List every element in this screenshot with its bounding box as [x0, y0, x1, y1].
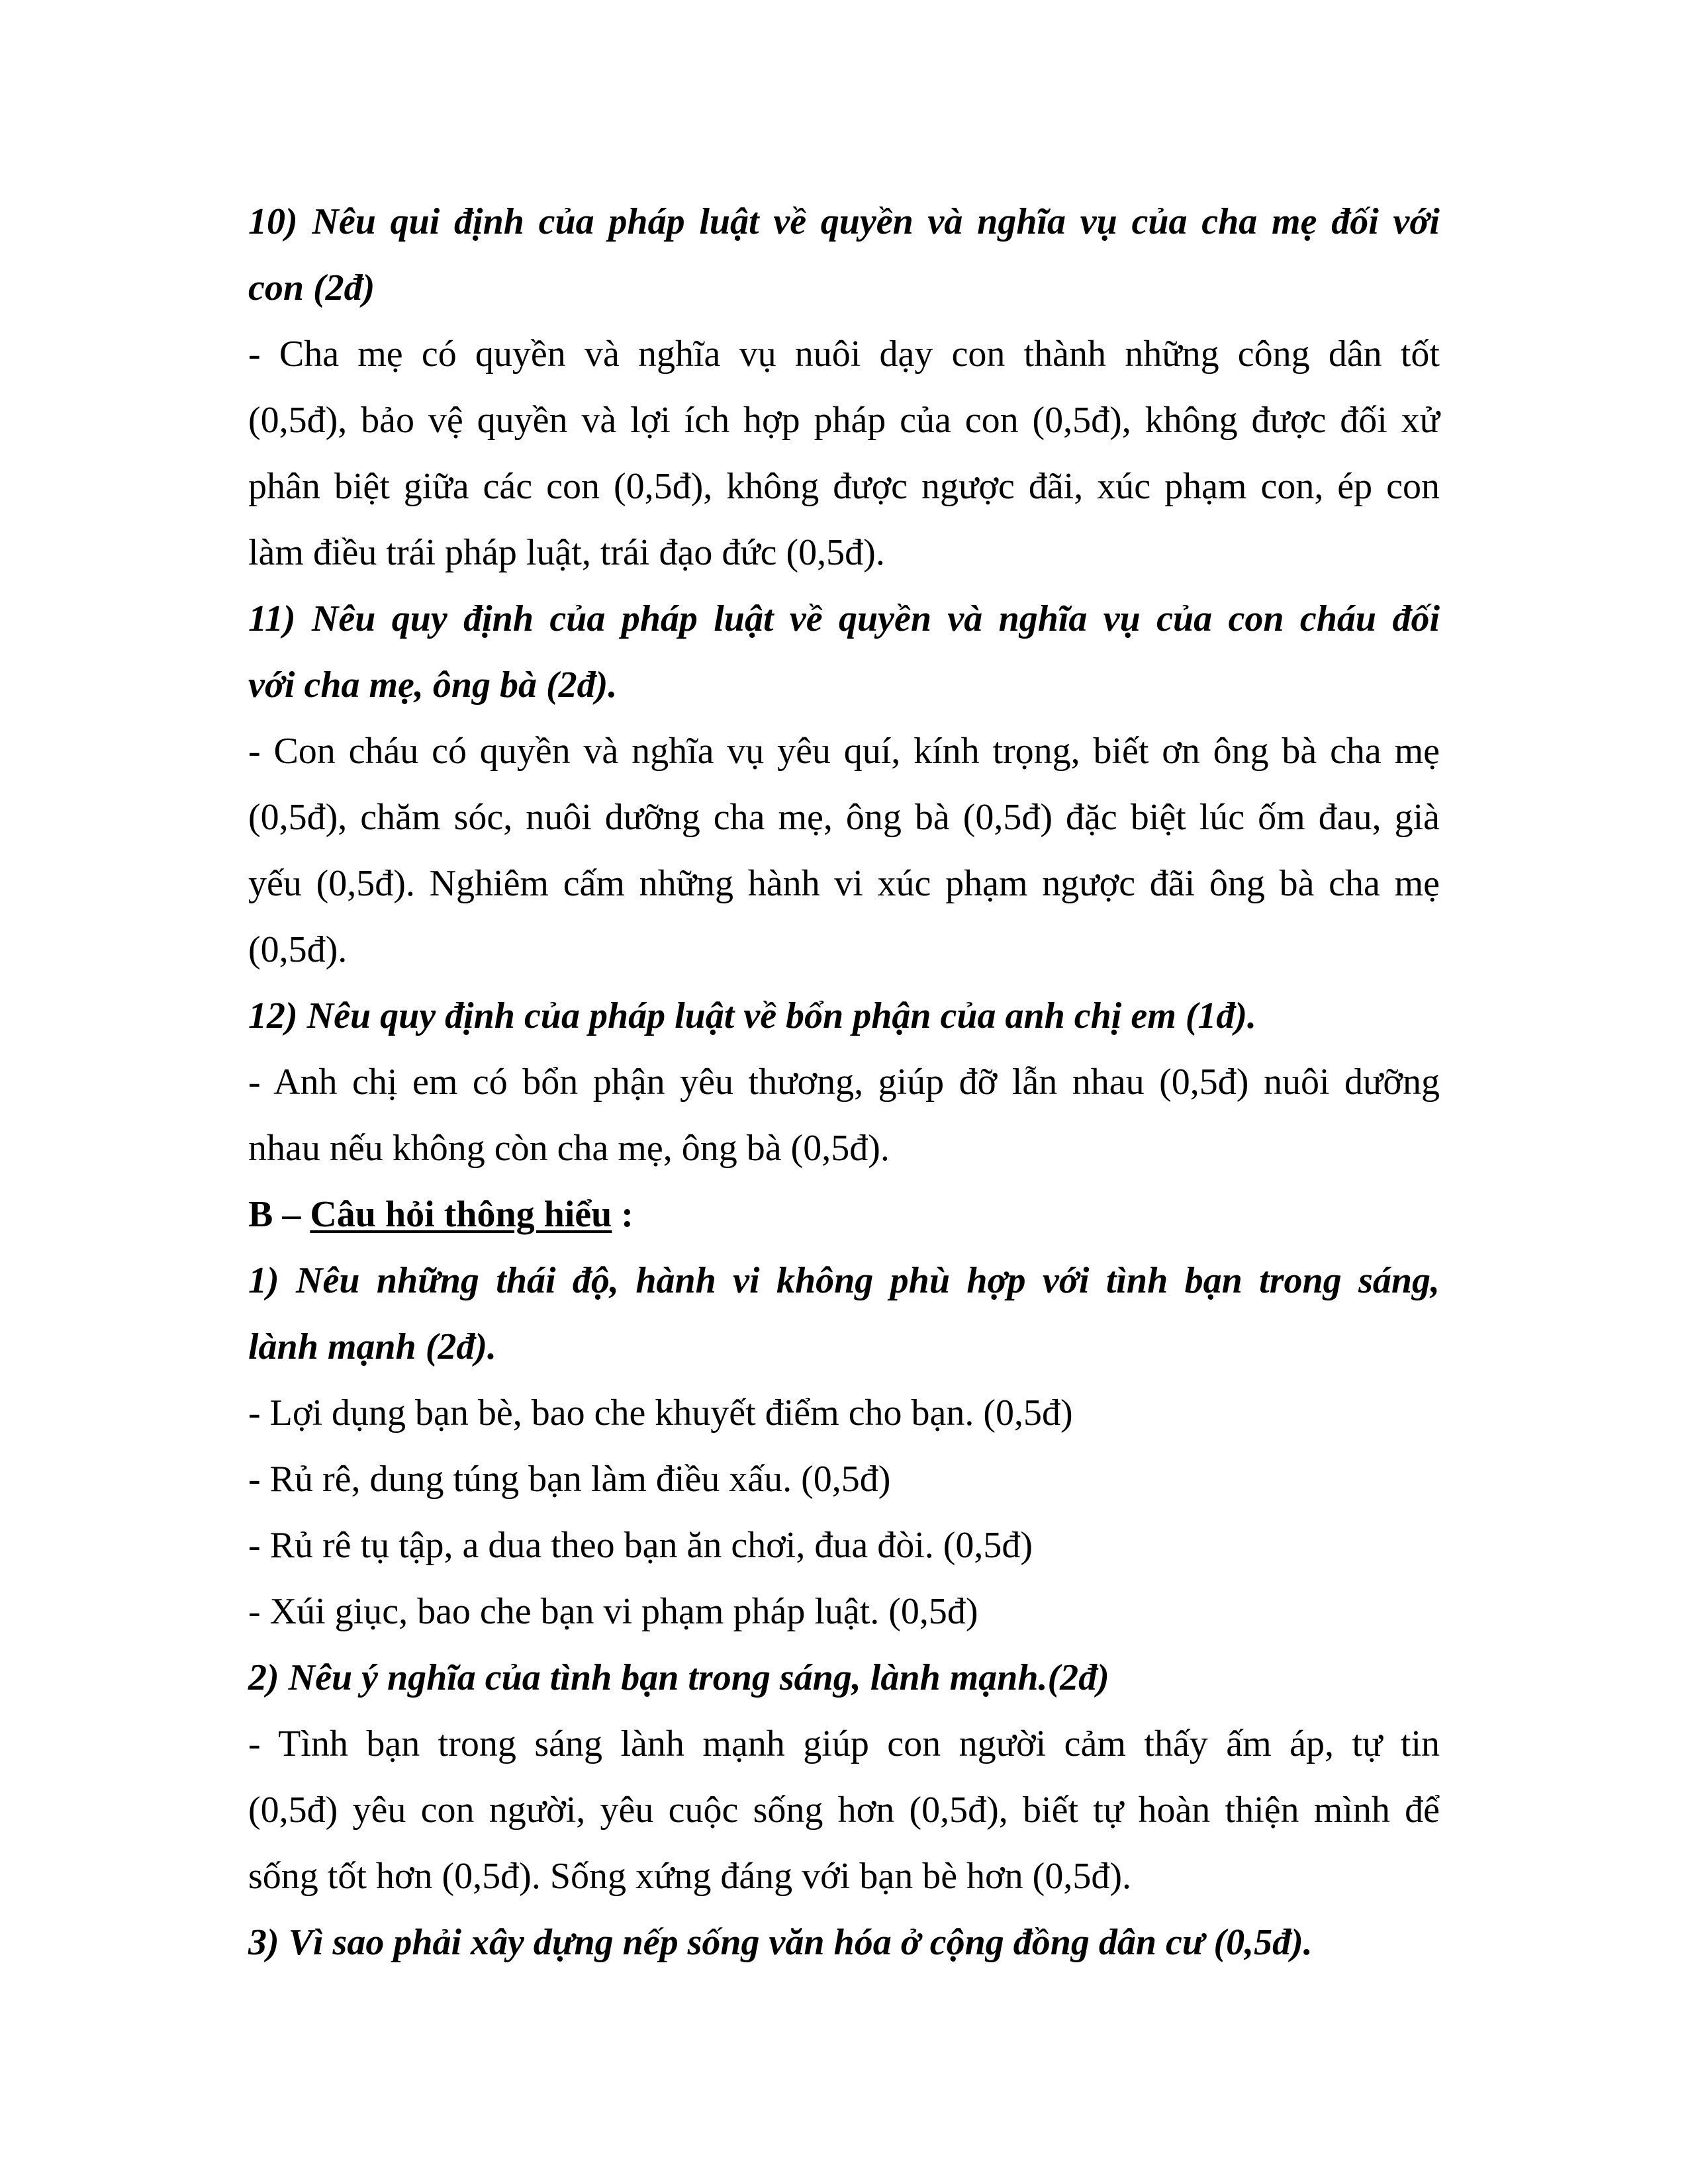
question-11-answer-line: (0,5đ). — [248, 929, 348, 970]
section-b-suffix: : — [612, 1194, 633, 1235]
question-11-title-line-2: với cha mẹ, ông bà (2đ). — [248, 664, 618, 705]
section-b-question-2-title: 2) Nêu ý nghĩa của tình bạn trong sáng, lành mạnh.(2đ) — [248, 1657, 1109, 1698]
question-10-answer-line: (0,5đ), bảo vệ quyền và lợi ích hợp pháp của con (0,5đ), không được đối xử — [248, 400, 1440, 441]
section-b-question-2-answer-line: (0,5đ) yêu con người, yêu cuộc sống hơn (0,5đ), biết tự hoàn thiện mình để — [248, 1790, 1440, 1831]
question-11-answer-line: - Con cháu có quyền và nghĩa vụ yêu quí, kính trọng, biết ơn ông bà cha mẹ — [248, 731, 1440, 772]
section-b-question-2-answer-line: sống tốt hơn (0,5đ). Sống xứng đáng với bạn bè hơn (0,5đ). — [248, 1856, 1131, 1897]
section-b-question-1-answer-item: - Lợi dụng bạn bè, bao che khuyết điểm cho bạn. (0,5đ) — [248, 1392, 1073, 1433]
question-10-answer-line: - Cha mẹ có quyền và nghĩa vụ nuôi dạy con thành những công dân tốt — [248, 334, 1440, 375]
section-b-question-1-answer-item: - Rủ rê, dung túng bạn làm điều xấu. (0,5đ) — [248, 1459, 891, 1500]
question-12-answer-line: nhau nếu không còn cha mẹ, ông bà (0,5đ). — [248, 1128, 890, 1169]
section-b-question-3-title: 3) Vì sao phải xây dựng nếp sống văn hóa ở cộng đồng dân cư (0,5đ). — [248, 1922, 1313, 1963]
section-b-question-1-answer-item: - Xúi giục, bao che bạn vi phạm pháp luật. (0,5đ) — [248, 1591, 978, 1632]
section-b-question-2-answer-line: - Tình bạn trong sáng lành mạnh giúp con người cảm thấy ấm áp, tự tin — [248, 1723, 1440, 1764]
question-11-answer-line: yếu (0,5đ). Nghiêm cấm những hành vi xúc phạm ngược đãi ông bà cha mẹ — [248, 863, 1440, 904]
question-12-title: 12) Nêu quy định của pháp luật về bổn phận của anh chị em (1đ). — [248, 995, 1257, 1036]
question-11-answer-line: (0,5đ), chăm sóc, nuôi dưỡng cha mẹ, ông bà (0,5đ) đặc biệt lúc ốm đau, già — [248, 797, 1440, 838]
section-b-question-1-title-line-1: 1) Nêu những thái độ, hành vi không phù hợp với tình bạn trong sáng, — [248, 1260, 1440, 1301]
question-10-title-line-1: 10) Nêu qui định của pháp luật về quyền và nghĩa vụ của cha mẹ đối với — [248, 201, 1440, 242]
question-10-title-line-2: con (2đ) — [248, 267, 375, 308]
question-12-answer-line: - Anh chị em có bổn phận yêu thương, giúp đỡ lẫn nhau (0,5đ) nuôi dưỡng — [248, 1062, 1440, 1103]
question-11-title-line-1: 11) Nêu quy định của pháp luật về quyền và nghĩa vụ của con cháu đối — [248, 598, 1440, 639]
section-b-prefix: B – — [248, 1194, 310, 1235]
section-b-heading — [248, 1181, 1440, 1248]
question-10-answer-line: làm điều trái pháp luật, trái đạo đức (0,5đ). — [248, 532, 885, 573]
section-b-title: Câu hỏi thông hiểu — [310, 1194, 612, 1235]
question-10-answer-line: phân biệt giữa các con (0,5đ), không được ngược đãi, xúc phạm con, ép con — [248, 466, 1440, 507]
section-b-question-1-answer-item: - Rủ rê tụ tập, a dua theo bạn ăn chơi, đua đòi. (0,5đ) — [248, 1525, 1033, 1566]
section-b-question-1-title-line-2: lành mạnh (2đ). — [248, 1326, 496, 1367]
